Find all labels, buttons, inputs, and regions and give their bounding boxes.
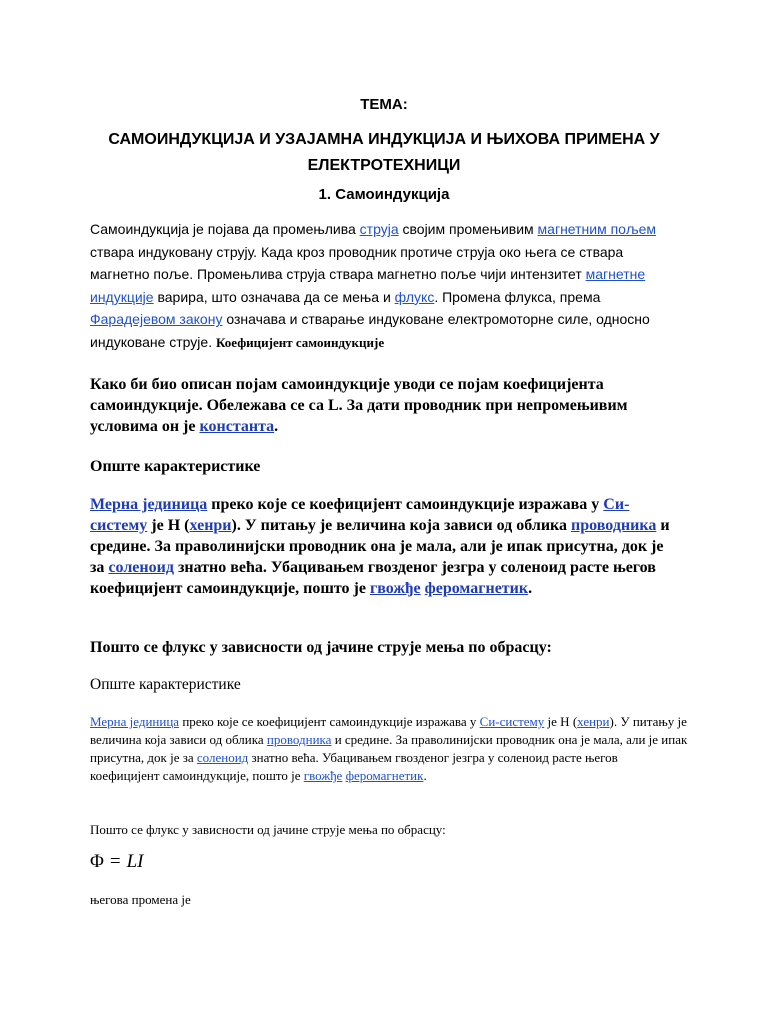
text-span: знатно већа. Убацивањем гвозденог језгра у соленоид расте његов коефицијент самоиндукције, пошто је (90, 750, 618, 783)
link-current[interactable]: струја (359, 221, 399, 237)
link-flux[interactable]: флукс (394, 288, 435, 305)
text-span: . (274, 418, 279, 435)
formula-equals: = (109, 851, 121, 872)
link-unit-of-measure[interactable]: Мерна јединица (90, 496, 208, 513)
text-span: преко које се коефицијент самоиндукције изражава у (179, 714, 480, 729)
paragraph-units (90, 713, 690, 785)
link-si-system[interactable]: Си-систему (90, 496, 630, 534)
text-span: знатно већа. Убацивањем гвозденог језгра у соленоид расте његов коефицијент самоиндукције, пошто је (90, 559, 656, 597)
link-henry[interactable]: хенри (189, 517, 232, 534)
text-span: је H ( (147, 517, 190, 534)
link-ferromagnet[interactable]: феромагнетик (345, 768, 424, 783)
flux-formula (90, 851, 144, 873)
paragraph-its-change: његова промена је (90, 892, 191, 907)
document-title: ТЕМА: (360, 96, 408, 113)
text-span: ствара индуковану струју. Када кроз проводник протиче струја око њега се ствара магнетно поље. Промењлива струја ствара магнетно поље чији интензитет (90, 243, 624, 283)
text-span: и средине. За праволинијски проводник она је мала, али је ипак присутна, док је за (90, 732, 688, 765)
text-span: својим промењивим (398, 221, 538, 237)
link-magnetic-induction[interactable]: магнетне индукције (90, 266, 646, 305)
link-henry[interactable]: хенри (577, 714, 610, 729)
text-span: Самоиндукција је појава да промењлива (90, 221, 360, 237)
link-conductor[interactable]: проводника (266, 732, 332, 747)
link-constant[interactable]: константа (199, 418, 275, 435)
text-span: . (423, 768, 427, 783)
paragraph-flux-formula-intro: Пошто се флукс у зависности од јачине струје мења по обрасцу: (90, 822, 446, 837)
paragraph-self-induction-intro (90, 218, 680, 355)
text-span: . Промена флукса, према (434, 288, 601, 305)
link-magnetic-field[interactable]: магнетним пољем (537, 221, 657, 237)
coefficient-label: Коефицијент самоиндукције (215, 334, 385, 350)
link-faraday-law[interactable]: Фарадејевом закону (90, 311, 223, 328)
text-span: је H ( (544, 714, 578, 729)
paragraph-coefficient-definition (90, 374, 680, 437)
text-span: варира, што означава да се мења и (153, 288, 395, 305)
text-span: и средине. За праволинијски проводник она је мала, али је ипак присутна, док је за (90, 517, 670, 576)
text-span: Како би био описан појам самоиндукције уводи се појам коефицијента самоиндукције. Обележава се са L. За дати проводник при непромењивим условима он је (90, 376, 628, 435)
heading-general-characteristics: Опште карактеристике (90, 676, 241, 693)
heading-general-characteristics-bold: Опште карактеристике (90, 458, 261, 475)
subtitle-line-2: ЕЛЕКТРОТЕХНИЦИ (307, 157, 461, 174)
text-span: преко које се коефицијент самоиндукције изражава у (207, 496, 604, 513)
link-conductor[interactable]: проводника (571, 517, 657, 534)
link-solenoid[interactable]: соленоид (108, 559, 174, 576)
formula-rhs: LI (126, 851, 144, 872)
text-span: ). У питању је величина која зависи од облика (231, 517, 572, 534)
document-subtitle (0, 127, 768, 179)
subtitle-line-1: САМОИНДУКЦИЈА И УЗАЈАМНА ИНДУКЦИЈА И ЊИХОВА ПРИМЕНА У (108, 131, 660, 148)
section-heading-self-induction: 1. Самоиндукција (318, 186, 450, 203)
link-iron[interactable]: гвожђе (369, 580, 421, 597)
text-span: . (528, 580, 533, 597)
text-span: ). У питању је величина која зависи од облика (90, 714, 687, 747)
paragraph-flux-formula-intro-bold: Пошто се флукс у зависности од јачине струје мења по обрасцу: (90, 639, 552, 656)
link-iron[interactable]: гвожђе (303, 768, 343, 783)
link-solenoid[interactable]: соленоид (196, 750, 249, 765)
paragraph-units-bold (90, 494, 680, 599)
link-si-system[interactable]: Си-систему (479, 714, 545, 729)
text-span: означава и стварање индуковане електромоторне силе, односно индуковане струје. (90, 311, 650, 350)
link-unit-of-measure[interactable]: Мерна јединица (90, 714, 180, 729)
formula-lhs: Φ (90, 851, 104, 872)
link-ferromagnet[interactable]: феромагнетик (424, 580, 529, 597)
